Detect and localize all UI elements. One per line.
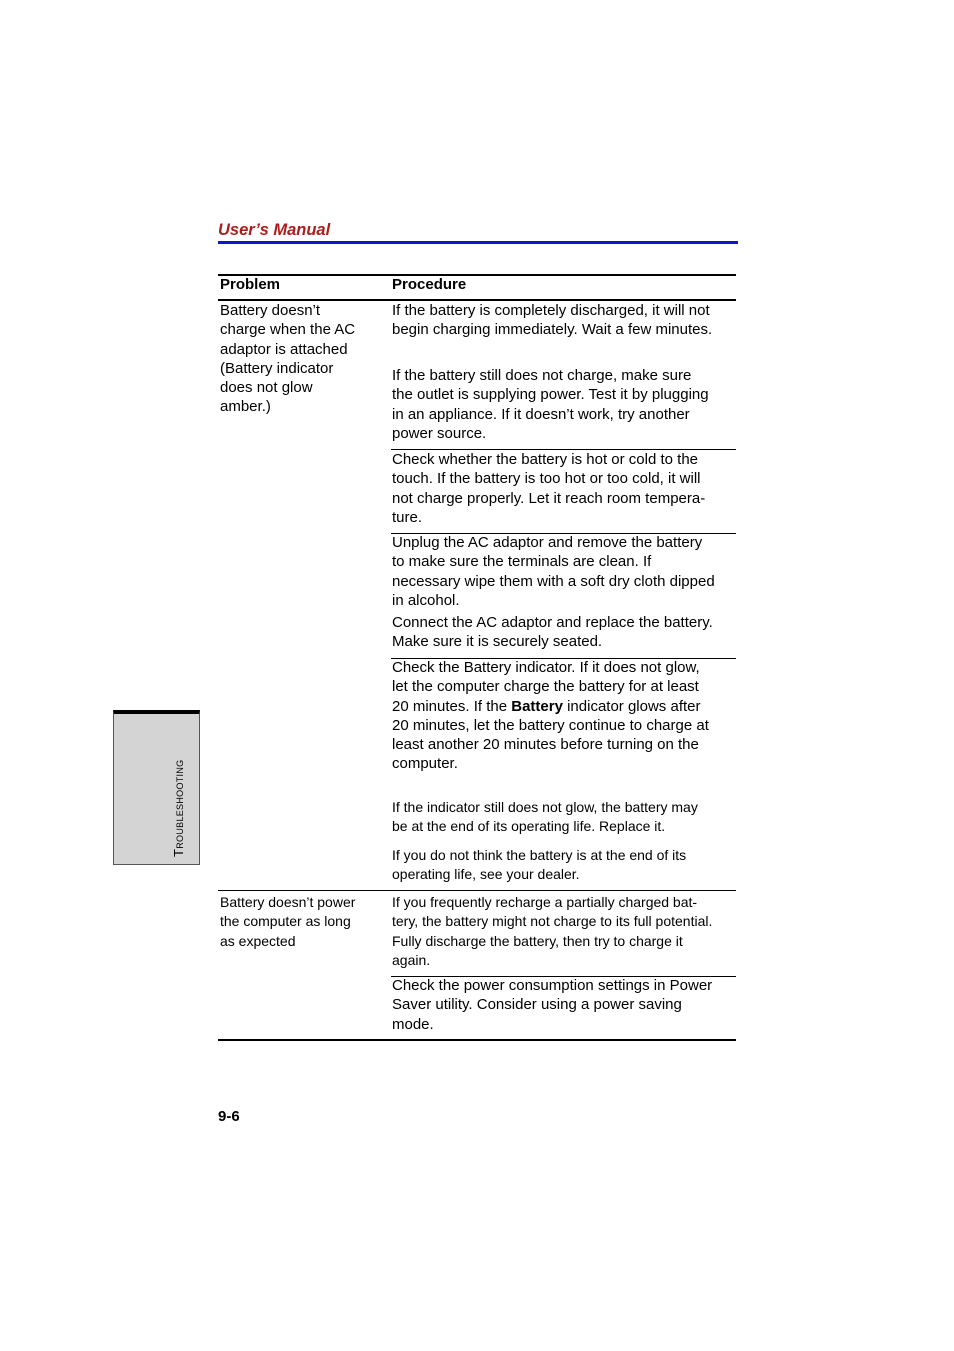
row-divider [218, 890, 736, 891]
procedure-text: Unplug the AC adaptor and remove the battery to make sure the terminals are clean. If necessary wipe them with a soft dry cloth dipped in alcohol. [392, 534, 715, 609]
procedure-text: If the battery is completely discharged, it will not begin charging immediately. Wait a few minutes. [392, 302, 713, 339]
procedure-text: If the battery still does not charge, make sure the outlet is supplying power. Test it by plugging in an appliance. If it doesn’t work, try another power source. [392, 367, 709, 442]
procedure-text: Check whether the battery is hot or cold to the touch. If the battery is too hot or too cold, it will not charge properly. Let it reach room tempera- ture. [392, 451, 706, 526]
page-number: 9-6 [218, 1108, 240, 1125]
side-tab-label: Troubleshooting [171, 759, 186, 857]
side-tab [113, 710, 200, 865]
column-header-problem: Problem [220, 276, 281, 293]
header-rule [218, 241, 738, 244]
procedure-text: If the indicator still does not glow, the battery may be at the end of its operating life. Replace it. [392, 799, 698, 835]
table-bottom-rule [218, 1039, 736, 1041]
problem-cell: Battery doesn’t power the computer as long as expected [220, 894, 356, 949]
battery-indicator-term: Battery [511, 697, 563, 715]
column-header-procedure: Procedure [392, 276, 467, 293]
header-title: User’s Manual [218, 221, 331, 239]
procedure-text: If you do not think the battery is at the end of its operating life, see your dealer. [392, 847, 687, 883]
procedure-text: If you frequently recharge a partially charged bat- tery, the battery might not charge to its full potential. Fully discharge the battery, then try to charge it again. [392, 894, 713, 968]
table-top-rule [218, 274, 736, 276]
procedure-text: Connect the AC adaptor and replace the battery. Make sure it is securely seated. [392, 614, 713, 651]
problem-cell: Battery doesn’t charge when the AC adaptor is attached (Battery indicator does not glow amber.) [220, 302, 356, 416]
procedure-text [392, 658, 709, 774]
procedure-text-part: Check the Battery indicator. If it does not glow, let the computer charge the battery for at least 20 minutes. If the [392, 659, 700, 715]
procedure-text: Check the power consumption settings in Power Saver utility. Consider using a power saving mode. [392, 977, 713, 1033]
procedure-text-part: indicator glows after 20 minutes, let the battery continue to charge at least another 20 minutes before turning on the computer. [392, 697, 709, 773]
